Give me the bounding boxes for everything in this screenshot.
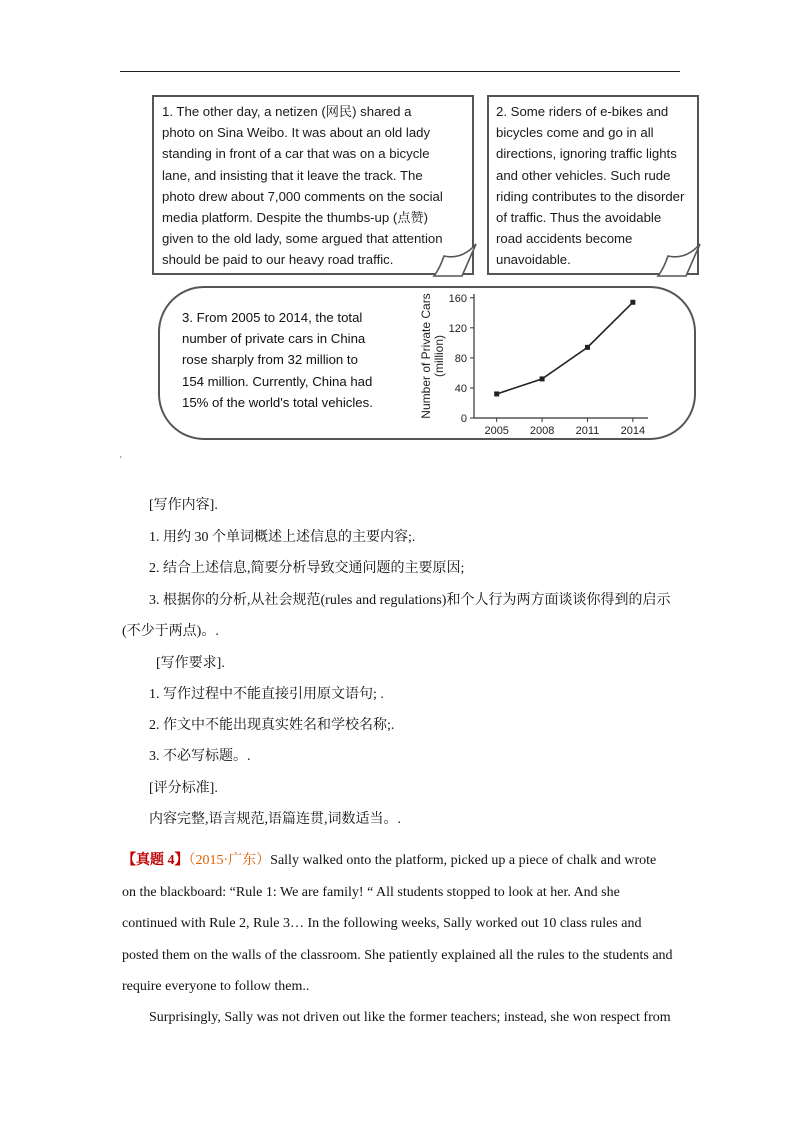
passage-line: Sally walked onto the platform, picked up a piece of chalk and wrote xyxy=(270,853,657,868)
chart-y-axis-label xyxy=(419,293,446,418)
top-rule xyxy=(120,71,680,72)
private-cars-line-chart xyxy=(410,286,660,440)
scoring-header: [评分标准]. xyxy=(149,781,218,796)
y-tick-label: 40 xyxy=(454,382,467,395)
info-box-1-text: 1. The other day, a netizen (网民) shared a photo on Sina Weibo. It was about an old lady standing in front of a car that was on a bicycle lane, and insisting that it leave the track. The photo drew about 7,000 comments on the social media platform. Despite the thumbs-up (点赞) given to the old lady, some argued that attention should be paid to our heavy road traffic. xyxy=(162,104,443,268)
data-point xyxy=(630,300,635,305)
content-item-3-cont: (不少于两点)。. xyxy=(122,624,219,639)
page-curl-icon xyxy=(656,242,702,278)
series-line xyxy=(497,302,633,394)
info-box-2-text: 2. Some riders of e-bikes and bicycles come and go in all directions, ignoring traffic lights and other vehicles. Such rude riding contributes to the disorder of traffic. Thus the avoidable road accidents become unavoidable. xyxy=(496,104,685,268)
page-curl-icon xyxy=(432,242,478,278)
info-box-1 xyxy=(152,95,474,275)
passage-paragraph-1 xyxy=(122,845,682,1003)
data-point xyxy=(494,391,499,396)
chart-series xyxy=(494,300,635,397)
y-tick-label: 160 xyxy=(448,292,467,305)
passage-line: on the blackboard: “Rule 1: We are family! “ All students stopped to look at her. And she xyxy=(122,884,620,900)
question-source: （2015·广东） xyxy=(188,853,271,868)
scoring-text: 内容完整,语言规范,语篇连贯,词数适当。. xyxy=(149,812,401,827)
content-item-3: 3. 根据你的分析,从社会规范(rules and regulations)和个人行为两方面谈谈你得到的启示 xyxy=(149,593,671,608)
content-header: [写作内容]. xyxy=(149,498,218,513)
requirement-item-1: 1. 写作过程中不能直接引用原文语句; . xyxy=(149,687,384,702)
y-tick-label: 120 xyxy=(448,322,467,335)
y-tick-label: 0 xyxy=(460,413,467,425)
passage-paragraph-2: Surprisingly, Sally was not driven out like the former teachers; instead, she won respect from xyxy=(149,1010,671,1025)
stray-mark: ' xyxy=(120,455,122,466)
data-point xyxy=(585,345,590,350)
y-axis-label-line: (million) xyxy=(432,335,446,377)
info-box-3-text: 3. From 2005 to 2014, the total number of private cars in China rose sharply from 32 million to 154 million. Currently, China had 15% of the world's total vehicles. xyxy=(182,310,373,410)
data-point xyxy=(540,376,545,381)
chart-ticks xyxy=(449,293,645,437)
question-label: 【真题 4】 xyxy=(122,853,189,868)
x-tick-label: 2014 xyxy=(620,425,646,437)
x-tick-label: 2008 xyxy=(529,425,555,437)
content-item-1: 1. 用约 30 个单词概述上述信息的主要内容;. xyxy=(149,530,416,545)
y-tick-label: 80 xyxy=(454,352,467,365)
passage-line: continued with Rule 2, Rule 3… In the following weeks, Sally worked out 10 class rules and xyxy=(122,916,642,931)
passage-line: posted them on the walls of the classroom. She patiently explained all the rules to the students and xyxy=(122,947,673,963)
requirement-item-2: 2. 作文中不能出现真实姓名和学校名称;. xyxy=(149,718,395,733)
passage-line: require everyone to follow them.. xyxy=(122,979,310,994)
requirements-header: [写作要求]. xyxy=(156,656,225,671)
y-axis-label-line: Number of Private Cars xyxy=(419,293,433,419)
x-tick-label: 2011 xyxy=(575,425,600,437)
requirement-item-3: 3. 不必写标题。. xyxy=(149,749,251,764)
x-tick-label: 2005 xyxy=(484,425,509,437)
content-item-2: 2. 结合上述信息,简要分析导致交通问题的主要原因; xyxy=(149,561,465,576)
